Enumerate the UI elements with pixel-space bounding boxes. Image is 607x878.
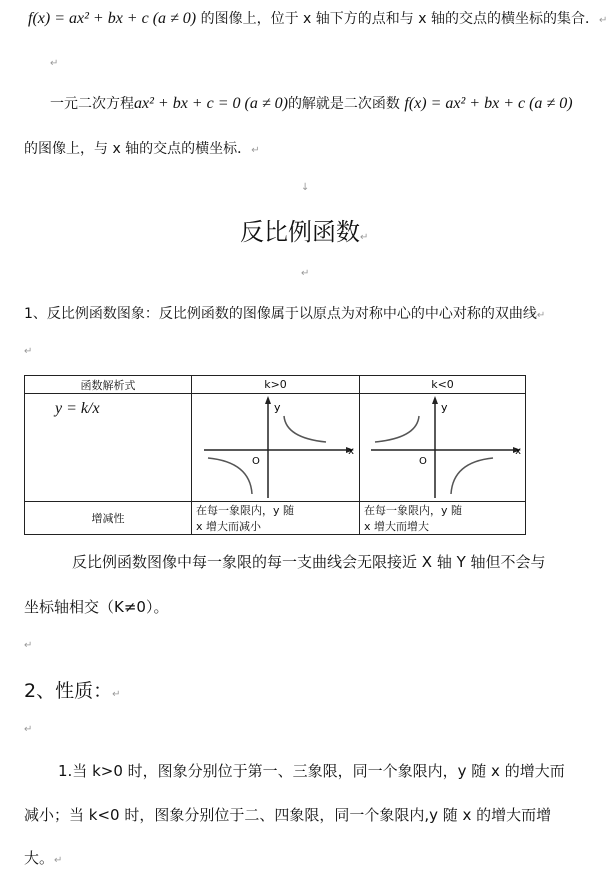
monotonic-positive: [192, 502, 360, 535]
formula: f(x) = ax² + bx + c (a ≠ 0): [28, 10, 197, 27]
text: 一元二次方程: [50, 96, 134, 112]
prop-1-line-2: 减小；当 k<0 时，图象分别位于二、四象限，同一个象限内,y 随 x 的增大而增: [24, 806, 552, 824]
formula: f(x) = ax² + bx + c (a ≠ 0): [404, 95, 573, 112]
paragraph-mark: ↵: [24, 346, 33, 357]
text: 大。: [24, 849, 55, 867]
section-title: [240, 212, 368, 247]
axis-x-label: x: [347, 446, 354, 457]
para-1-line-2: 坐标轴相交（K≠0）。: [24, 598, 169, 616]
paragraph-mark: ↵: [54, 855, 63, 866]
paragraph-mark: ↵: [536, 310, 546, 321]
paragraph-mark: ↵: [301, 268, 310, 279]
paragraph-mark: ↵: [50, 58, 59, 69]
text: 的图像上，与 x 轴的交点的横坐标．: [24, 141, 252, 157]
formula: y = k/x: [55, 400, 100, 417]
para-1-line-1: 反比例函数图像中每一象限的每一支曲线会无限接近 X 轴 Y 轴但不会与: [72, 553, 546, 571]
text: 的图像上，位于 x 轴下方的点和与 x 轴的交点的横坐标的集合．: [200, 11, 599, 27]
desc-line: 在每一象限内，y 随: [364, 504, 463, 517]
formula: ax² + bx + c = 0 (a ≠ 0): [134, 95, 288, 112]
prop-1-line-3: [24, 847, 62, 868]
desc-line: x 增大而减小: [196, 520, 262, 533]
monotonic-negative: [360, 502, 526, 535]
paragraph-mark: ↵: [360, 232, 369, 243]
formula-cell: [25, 394, 192, 502]
desc-line: 在每一象限内，y 随: [196, 504, 295, 517]
paragraph-mark: ↵: [24, 640, 33, 651]
inverse-function-table: [24, 375, 526, 535]
desc-line: x 增大而增大: [364, 520, 430, 533]
header-cell: k>0: [192, 376, 360, 394]
header-cell: k<0: [360, 376, 526, 394]
heading-text: 2、性质：: [24, 680, 113, 702]
header-cell: 函数解析式: [25, 376, 192, 394]
text: 的解就是二次函数: [287, 96, 400, 112]
paragraph-mark: ↵: [251, 145, 260, 156]
origin-label: O: [418, 456, 427, 467]
origin-label: O: [251, 456, 260, 467]
graph-cell-negative: [360, 394, 526, 502]
hyperbola-graph-negative: [363, 394, 523, 498]
text: 1、反比例函数图象：反比例函数的图像属于以原点为对称中心的中心对称的双曲线: [24, 306, 537, 322]
line-3: [24, 138, 260, 158]
line-2: [50, 93, 573, 113]
paragraph-mark: ↵: [112, 689, 121, 700]
graph-cell-positive: [192, 394, 360, 502]
item-1: [24, 303, 545, 323]
section-2-heading: [24, 676, 120, 703]
title-text: 反比例函数: [240, 218, 360, 246]
axis-x-label: x: [514, 446, 521, 457]
paragraph-mark: ↵: [24, 724, 33, 735]
paragraph-mark: ↵: [598, 15, 607, 26]
row-label: 增减性: [25, 502, 192, 535]
prop-1-line-1: 1.当 k>0 时，图象分别位于第一、三象限，同一个象限内，y 随 x 的增大而: [58, 762, 565, 780]
axis-y-label: y: [440, 401, 448, 414]
arrow-mark: ↓: [301, 182, 310, 193]
hyperbola-graph-positive: [196, 394, 356, 498]
axis-y-label: y: [273, 401, 281, 414]
line-1: [28, 8, 607, 28]
